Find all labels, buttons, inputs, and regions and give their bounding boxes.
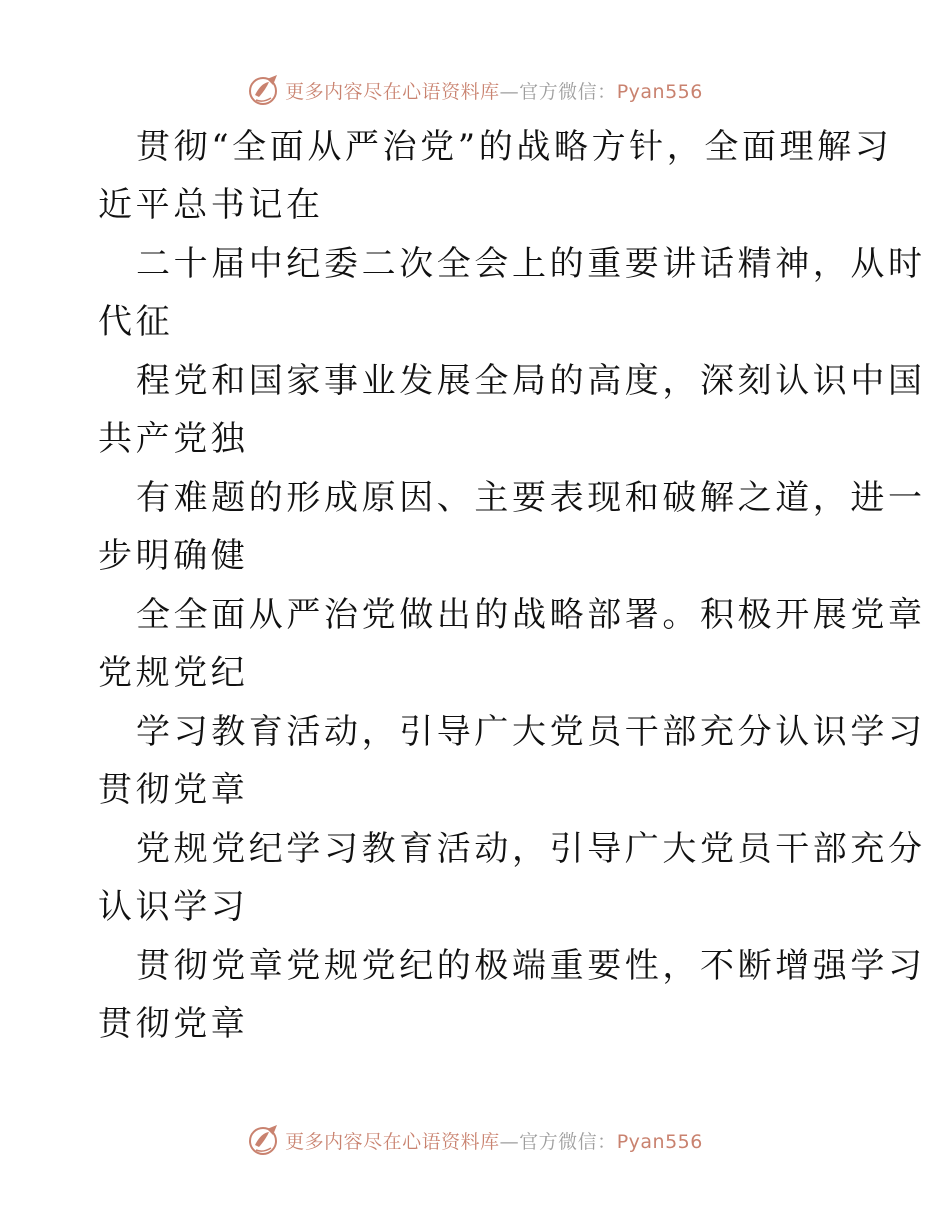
paragraph bbox=[0, 820, 950, 937]
paragraph-line: 全全面从严治党做出的战略部署。积极开展党章 bbox=[136, 595, 926, 635]
watermark-official-label: 官方微信： bbox=[519, 80, 617, 103]
document-body bbox=[0, 118, 950, 1054]
header-watermark bbox=[0, 70, 950, 110]
paragraph-line: 二十届中纪委二次全会上的重要讲话精神，从时 bbox=[136, 244, 926, 284]
paragraph bbox=[0, 352, 950, 469]
watermark-wechat-id: Pyan556 bbox=[616, 1130, 703, 1153]
paragraph-line: 贯彻党章 bbox=[98, 1004, 249, 1044]
paragraph-line: 步明确健 bbox=[98, 536, 249, 576]
paragraph bbox=[0, 118, 950, 235]
paragraph bbox=[0, 703, 950, 820]
pen-seal-icon bbox=[247, 73, 281, 107]
watermark-official-label: 官方微信： bbox=[519, 1130, 617, 1153]
paragraph-line: 共产党独 bbox=[98, 419, 249, 459]
watermark-dash: — bbox=[499, 80, 520, 103]
paragraph-line: 认识学习 bbox=[98, 887, 249, 927]
paragraph-line: 有难题的形成原因、主要表现和破解之道，进一 bbox=[136, 478, 926, 518]
paragraph-line: 贯彻党章党规党纪的极端重要性，不断增强学习 bbox=[136, 946, 926, 986]
paragraph bbox=[0, 937, 950, 1054]
watermark-main: 更多内容尽在心语资料库 bbox=[285, 80, 500, 103]
pen-seal-icon bbox=[247, 1123, 281, 1157]
paragraph bbox=[0, 586, 950, 703]
paragraph-line: 代征 bbox=[98, 302, 174, 342]
watermark-text bbox=[285, 77, 703, 104]
footer-watermark bbox=[0, 1120, 950, 1160]
paragraph-line: 近平总书记在 bbox=[98, 185, 324, 225]
watermark-main: 更多内容尽在心语资料库 bbox=[285, 1130, 500, 1153]
paragraph-line: 贯彻党章 bbox=[98, 770, 249, 810]
paragraph bbox=[0, 235, 950, 352]
paragraph bbox=[0, 469, 950, 586]
watermark-wechat-id: Pyan556 bbox=[616, 80, 703, 103]
paragraph-line: 党规党纪 bbox=[98, 653, 249, 693]
paragraph-line: 党规党纪学习教育活动，引导广大党员干部充分 bbox=[136, 829, 926, 869]
paragraph-line: 程党和国家事业发展全局的高度，深刻认识中国 bbox=[136, 361, 926, 401]
paragraph-line: 贯彻“全面从严治党”的战略方针，全面理解习 bbox=[136, 127, 893, 167]
paragraph-line: 学习教育活动，引导广大党员干部充分认识学习 bbox=[136, 712, 926, 752]
watermark-dash: — bbox=[499, 1130, 520, 1153]
watermark-text bbox=[285, 1127, 703, 1154]
